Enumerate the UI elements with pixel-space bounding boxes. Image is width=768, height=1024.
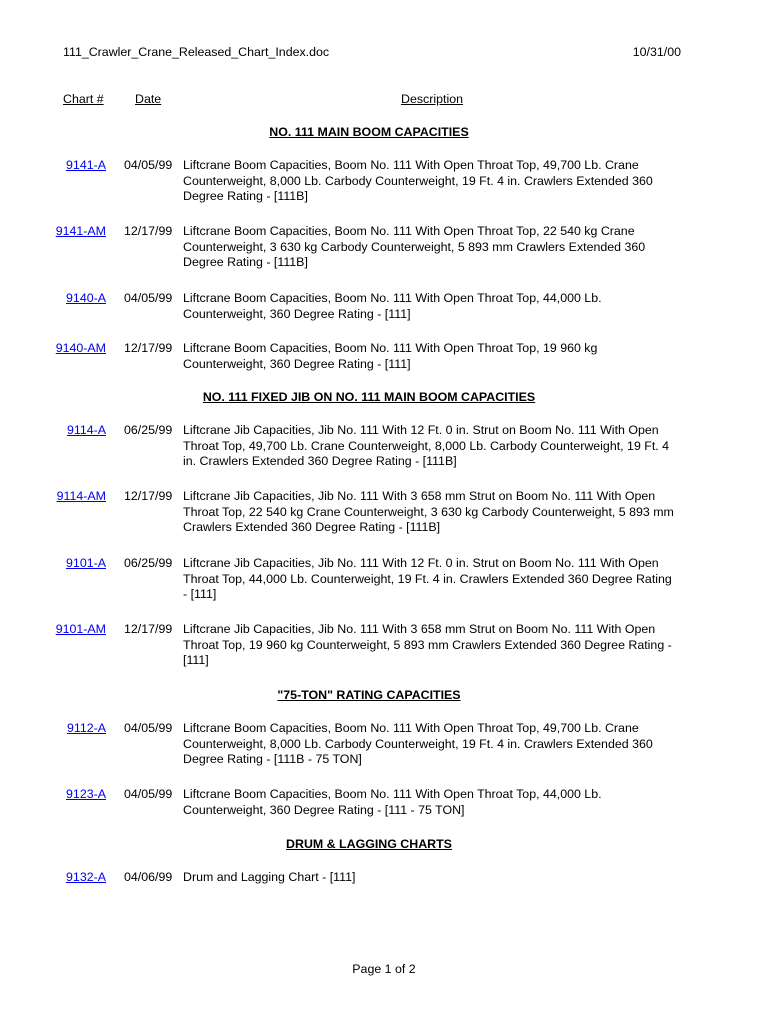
document-filename: 111_Crawler_Crane_Released_Chart_Index.doc (63, 45, 330, 59)
chart-number-link[interactable]: 9114-AM (56, 489, 106, 503)
chart-date: 04/05/99 (124, 158, 173, 172)
chart-date: 04/06/99 (124, 870, 173, 884)
chart-number-link[interactable]: 9140-A (66, 291, 106, 305)
chart-date: 12/17/99 (124, 489, 173, 503)
chart-number-link[interactable]: 9123-A (66, 787, 106, 801)
chart-number-link[interactable]: 9141-A (66, 158, 106, 172)
column-header-date: Date (135, 92, 162, 106)
chart-number-link[interactable]: 9101-A (66, 556, 106, 570)
chart-description: Liftcrane Boom Capacities, Boom No. 111 With Open Throat Top, 49,700 Lb. Crane Counterweight, 8,000 Lb. Carbody Counterweight, 19 Ft. 4 in. Crawlers Extended 360 Degree Rating - [111B] (183, 158, 653, 203)
chart-number-link[interactable]: 9114-A (66, 423, 106, 437)
chart-date: 04/05/99 (124, 721, 173, 735)
chart-description: Liftcrane Jib Capacities, Jib No. 111 With 12 Ft. 0 in. Strut on Boom No. 111 With Open Throat Top, 44,000 Lb. Counterweight, 19 Ft. 4 in. Crawlers Extended 360 Degree Rating - [111] (183, 556, 672, 601)
chart-date: 12/17/99 (124, 341, 173, 355)
chart-description: Liftcrane Jib Capacities, Jib No. 111 With 3 658 mm Strut on Boom No. 111 With Open Throat Top, 22 540 kg Crane Counterweight, 3 630 kg Carbody Counterweight, 5 893 mm Crawlers Extended 360 Degree Rating - [111B] (183, 489, 674, 534)
chart-date: 06/25/99 (124, 423, 173, 437)
chart-number-link[interactable]: 9140-AM (55, 341, 106, 355)
chart-description: Drum and Lagging Chart - [111] (183, 870, 356, 884)
section-title: DRUM & LAGGING CHARTS (286, 837, 452, 851)
chart-description: Liftcrane Boom Capacities, Boom No. 111 With Open Throat Top, 22 540 kg Crane Counterweight, 3 630 kg Carbody Counterweight, 5 893 mm Crawlers Extended 360 Degree Rating - [111B] (183, 224, 646, 269)
chart-description: Liftcrane Boom Capacities, Boom No. 111 With Open Throat Top, 49,700 Lb. Crane Counterweight, 8,000 Lb. Carbody Counterweight, 19 Ft. 4 in. Crawlers Extended 360 Degree Rating - [111B - 75 TON] (183, 721, 653, 766)
chart-number-link[interactable]: 9101-AM (55, 622, 106, 636)
column-header-chart: Chart # (63, 92, 104, 106)
chart-number-link[interactable]: 9112-A (66, 721, 106, 735)
chart-date: 12/17/99 (124, 224, 173, 238)
chart-date: 04/05/99 (124, 787, 173, 801)
chart-date: 12/17/99 (124, 622, 173, 636)
document-date: 10/31/00 (632, 45, 681, 59)
chart-description: Liftcrane Jib Capacities, Jib No. 111 With 3 658 mm Strut on Boom No. 111 With Open Throat Top, 19 960 kg Counterweight, 5 893 mm Crawlers Extended 360 Degree Rating - [111] (183, 622, 672, 667)
chart-number-link[interactable]: 9132-A (66, 870, 106, 884)
page-number: Page 1 of 2 (352, 962, 416, 976)
chart-description: Liftcrane Boom Capacities, Boom No. 111 With Open Throat Top, 19 960 kg Counterweight, 360 Degree Rating - [111] (183, 341, 598, 371)
chart-date: 06/25/99 (124, 556, 173, 570)
chart-description: Liftcrane Boom Capacities, Boom No. 111 With Open Throat Top, 44,000 Lb. Counterweight, 360 Degree Rating - [111 - 75 TON] (183, 787, 602, 817)
section-title: NO. 111 MAIN BOOM CAPACITIES (269, 125, 469, 139)
chart-date: 04/05/99 (124, 291, 173, 305)
section-title: NO. 111 FIXED JIB ON NO. 111 MAIN BOOM CAPACITIES (202, 390, 536, 404)
column-header-description: Description (401, 92, 463, 106)
chart-description: Liftcrane Boom Capacities, Boom No. 111 With Open Throat Top, 44,000 Lb. Counterweight, 360 Degree Rating - [111] (183, 291, 602, 321)
section-title: "75-TON" RATING CAPACITIES (277, 688, 461, 702)
chart-description: Liftcrane Jib Capacities, Jib No. 111 With 12 Ft. 0 in. Strut on Boom No. 111 With Open Throat Top, 49,700 Lb. Crane Counterweight, 8,000 Lb. Carbody Counterweight, 19 Ft. 4 in. Crawlers Extended 360 Degree Rating - [111B] (183, 423, 670, 468)
chart-number-link[interactable]: 9141-AM (55, 224, 106, 238)
